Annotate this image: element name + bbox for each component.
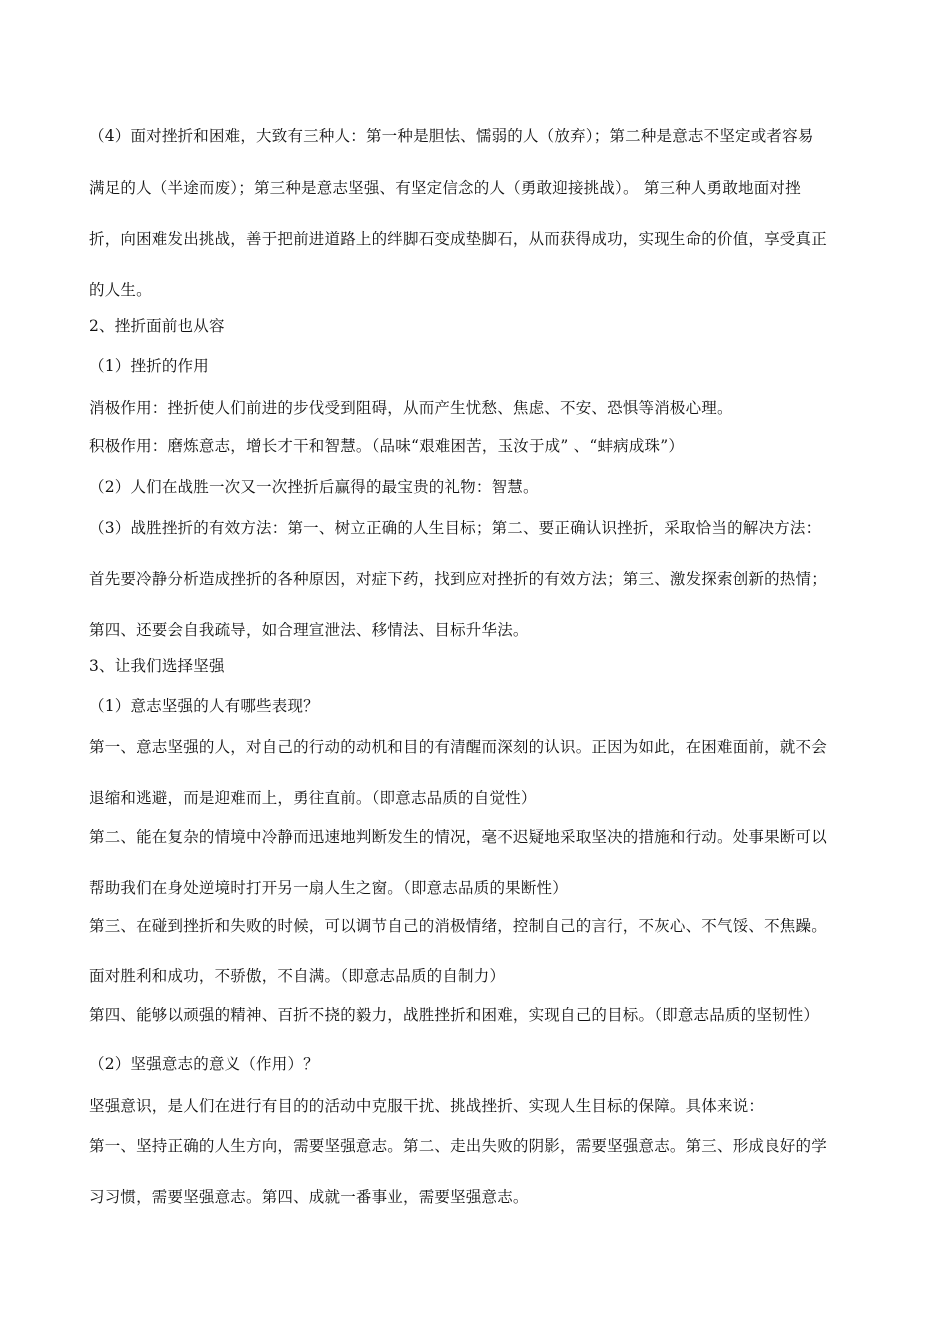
text-line: 习习惯，需要坚强意志。第四、成就一番事业，需要坚强意志。 [89, 1188, 529, 1206]
text-line: 第一、意志坚强的人，对自己的行动的动机和目的有清醒而深刻的认识。正因为如此，在困难面前，就不会 [89, 738, 827, 756]
text-line: 的人生。 [89, 281, 152, 299]
section-heading: 2、挫折面前也从容 [89, 317, 225, 335]
text-line: 第二、能在复杂的情境中冷静而迅速地判断发生的情况，毫不迟疑地采取坚决的措施和行动。处事果断可以 [89, 828, 827, 846]
text-line: 第四、能够以顽强的精神、百折不挠的毅力，战胜挫折和困难，实现自己的目标。（即意志品质的坚韧性） [89, 1006, 820, 1024]
text-line: 第四、还要会自我疏导，如合理宣泄法、移情法、目标升华法。 [89, 621, 529, 639]
section-heading: 3、让我们选择坚强 [89, 657, 225, 675]
text-line: 满足的人（半途而废）；第三种是意志坚强、有坚定信念的人（勇敢迎接挑战）。 第三种人勇敢地面对挫 [89, 179, 801, 197]
subsection-heading: （1）意志坚强的人有哪些表现？ [89, 697, 319, 715]
text-line: 面对胜利和成功，不骄傲，不自满。（即意志品质的自制力） [89, 967, 506, 985]
text-line: （2）人们在战胜一次又一次挫折后赢得的最宝贵的礼物：智慧。 [89, 478, 539, 496]
text-line: 折，向困难发出挑战，善于把前进道路上的绊脚石变成垫脚石，从而获得成功，实现生命的价值，享受真正 [89, 230, 827, 248]
text-line: （3）战胜挫折的有效方法：第一、树立正确的人生目标；第二、要正确认识挫折，采取恰当的解决方法： [89, 519, 822, 537]
text-line: 帮助我们在身处逆境时打开另一扇人生之窗。（即意志品质的果断性） [89, 879, 568, 897]
subsection-heading: （2）坚强意志的意义（作用）？ [89, 1055, 319, 1073]
text-line: 首先要冷静分析造成挫折的各种原因，对症下药，找到应对挫折的有效方法；第三、激发探索创新的热情； [89, 570, 827, 588]
text-line: 积极作用：磨炼意志，增长才干和智慧。（品味“艰难困苦，玉汝于成” 、“蚌病成珠”） [89, 437, 685, 455]
subsection-heading: （1）挫折的作用 [89, 357, 209, 375]
text-line: 第一、坚持正确的人生方向，需要坚强意志。第二、走出失败的阴影，需要坚强意志。第三、形成良好的学 [89, 1137, 827, 1155]
text-line: 第三、在碰到挫折和失败的时候，可以调节自己的消极情绪，控制自己的言行，不灰心、不气馁、不焦躁。 [89, 917, 827, 935]
text-line: 退缩和逃避，而是迎难而上，勇往直前。（即意志品质的自觉性） [89, 789, 537, 807]
text-line: （4）面对挫折和困难，大致有三种人：第一种是胆怯、懦弱的人（放弃）；第二种是意志不坚定或者容易 [89, 127, 814, 145]
text-line: 坚强意识，是人们在进行有目的的活动中克服干扰、挑战挫折、实现人生目标的保障。具体来说： [89, 1097, 765, 1115]
text-line: 消极作用：挫折使人们前进的步伐受到阻碍，从而产生忧愁、焦虑、不安、恐惧等消极心理。 [89, 399, 733, 417]
